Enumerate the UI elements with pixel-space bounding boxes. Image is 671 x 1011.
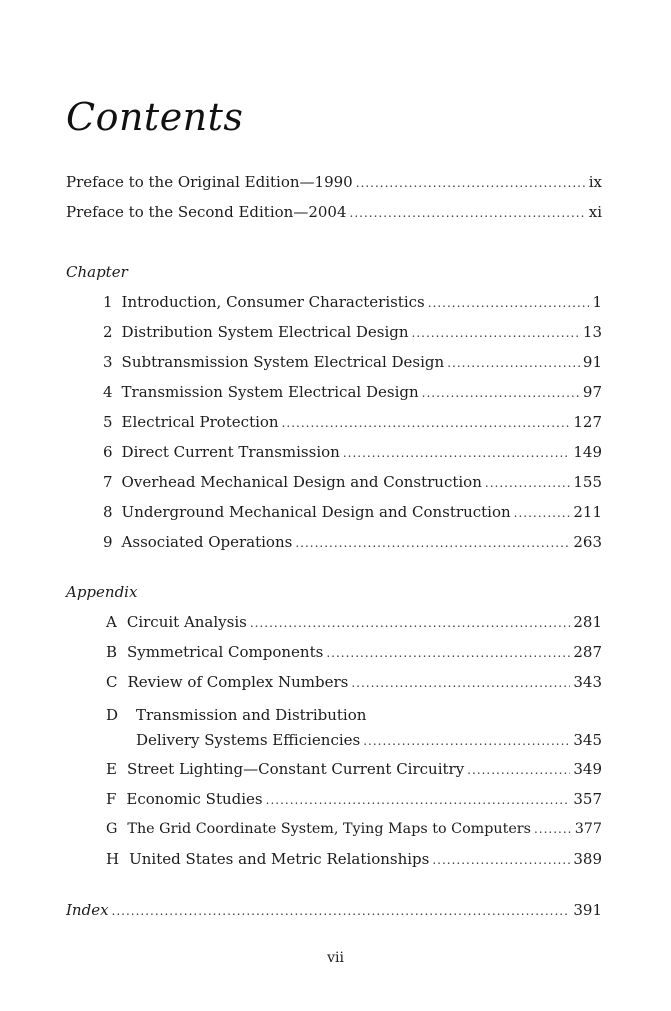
toc-page-number: 155 <box>573 473 602 491</box>
toc-entry-chapter-4[interactable] <box>103 382 602 403</box>
toc-entry-appendix-b[interactable] <box>106 642 602 663</box>
toc-entry-chapter-8[interactable] <box>103 502 602 523</box>
chapter-number: 1 <box>103 293 113 311</box>
appendix-letter: G <box>106 821 118 837</box>
toc-entry-chapter-6[interactable] <box>103 442 602 463</box>
toc-entry-text: Electrical Protection <box>121 413 279 431</box>
chapter-number: 3 <box>103 353 113 371</box>
toc-entry-chapter-1[interactable] <box>103 292 602 313</box>
toc-page-number: 391 <box>573 901 602 919</box>
chapter-section-label: Chapter <box>66 263 128 281</box>
toc-entry-chapter-9[interactable] <box>103 532 602 553</box>
dot-leader <box>282 413 571 433</box>
chapter-number: 7 <box>103 473 113 491</box>
page-title: Contents <box>66 95 244 139</box>
dot-leader <box>326 643 570 663</box>
appendix-letter: B <box>106 643 118 661</box>
appendix-letter: E <box>106 760 117 778</box>
dot-leader <box>250 613 571 633</box>
toc-entry-appendix-f[interactable] <box>106 789 602 810</box>
dot-leader <box>447 353 580 373</box>
toc-entry-text: Circuit Analysis <box>126 613 247 631</box>
toc-entry-preface-original[interactable] <box>66 172 602 193</box>
toc-entry-preface-second[interactable] <box>66 202 602 223</box>
dot-leader <box>467 760 570 780</box>
toc-page-number: 377 <box>574 821 602 837</box>
toc-entry-text-continued: Delivery Systems Efficiencies <box>136 731 361 749</box>
toc-entry-text: Street Lighting—Constant Current Circuitry <box>126 760 465 778</box>
chapter-number: 6 <box>103 443 113 461</box>
toc-page-number: 1 <box>592 293 602 311</box>
toc-entry-text: Subtransmission System Electrical Design <box>121 353 445 371</box>
chapter-number: 5 <box>103 413 113 431</box>
dot-leader <box>350 203 586 223</box>
toc-page-number: xi <box>588 203 602 221</box>
appendix-letter: F <box>106 790 117 808</box>
toc-page-number: 149 <box>573 443 602 461</box>
dot-leader <box>412 323 580 343</box>
toc-page-number: 287 <box>573 643 602 661</box>
toc-entry-text: Associated Operations <box>121 533 293 551</box>
toc-page-number: 263 <box>573 533 602 551</box>
dot-leader <box>343 443 571 463</box>
toc-entry-text: Symmetrical Components <box>127 643 324 661</box>
toc-entry-appendix-d-first-line[interactable] <box>106 705 366 725</box>
toc-entry-chapter-2[interactable] <box>103 322 602 343</box>
toc-entry-chapter-3[interactable] <box>103 352 602 373</box>
toc-page-number: ix <box>588 173 602 191</box>
appendix-letter: H <box>106 850 120 868</box>
dot-leader <box>432 850 570 870</box>
toc-entry-text: Transmission System Electrical Design <box>121 383 419 401</box>
dot-leader <box>266 790 571 810</box>
toc-page-number: 91 <box>582 353 602 371</box>
toc-entry-appendix-a[interactable] <box>106 612 602 633</box>
toc-entry-appendix-d[interactable] <box>136 730 602 751</box>
toc-entry-text: Underground Mechanical Design and Construction <box>121 503 511 521</box>
toc-entry-text: Direct Current Transmission <box>121 443 340 461</box>
toc-entry-text: Preface to the Original Edition—1990 <box>66 173 353 191</box>
toc-entry-text: Distribution System Electrical Design <box>121 323 409 341</box>
toc-page-number: 211 <box>573 503 602 521</box>
toc-page-number: 13 <box>582 323 602 341</box>
dot-leader <box>534 819 572 839</box>
toc-entry-text: Review of Complex Numbers <box>127 673 349 691</box>
toc-page-number: 389 <box>573 850 602 868</box>
toc-entry-index[interactable] <box>66 900 602 921</box>
toc-entry-chapter-7[interactable] <box>103 472 602 493</box>
dot-leader <box>428 293 590 313</box>
dot-leader <box>112 901 571 921</box>
toc-page-number: 281 <box>573 613 602 631</box>
dot-leader <box>363 731 570 751</box>
toc-entry-text: Overhead Mechanical Design and Construction <box>121 473 482 491</box>
dot-leader <box>295 533 570 553</box>
chapter-number: 4 <box>103 383 113 401</box>
toc-entry-text: Transmission and Distribution <box>136 706 367 724</box>
appendix-letter: D <box>106 706 119 724</box>
toc-entry-chapter-5[interactable] <box>103 412 602 433</box>
toc-entry-appendix-e[interactable] <box>106 759 602 780</box>
toc-entry-text: Introduction, Consumer Characteristics <box>121 293 425 311</box>
page-folio: vii <box>327 950 344 966</box>
toc-entry-text: United States and Metric Relationships <box>129 850 430 868</box>
toc-page-number: 345 <box>573 731 602 749</box>
toc-entry-appendix-c[interactable] <box>106 672 602 693</box>
dot-leader <box>356 173 586 193</box>
toc-entry-text: Preface to the Second Edition—2004 <box>66 203 347 221</box>
toc-page-number: 127 <box>573 413 602 431</box>
chapter-number: 8 <box>103 503 113 521</box>
dot-leader <box>514 503 571 523</box>
appendix-letter: A <box>106 613 117 631</box>
toc-page-number: 97 <box>582 383 602 401</box>
toc-page-number: 349 <box>573 760 602 778</box>
dot-leader <box>351 673 570 693</box>
toc-entry-appendix-h[interactable] <box>106 849 602 870</box>
chapter-number: 9 <box>103 533 113 551</box>
toc-page-number: 357 <box>573 790 602 808</box>
toc-entry-appendix-g[interactable] <box>106 819 602 839</box>
toc-entry-text: Economic Studies <box>126 790 263 808</box>
toc-entry-text: The Grid Coordinate System, Tying Maps to Computers <box>127 821 531 837</box>
dot-leader <box>422 383 580 403</box>
dot-leader <box>485 473 570 493</box>
toc-entry-text: Index <box>66 901 109 919</box>
appendix-section-label: Appendix <box>66 583 138 601</box>
chapter-number: 2 <box>103 323 113 341</box>
appendix-letter: C <box>106 673 118 691</box>
toc-page-number: 343 <box>573 673 602 691</box>
